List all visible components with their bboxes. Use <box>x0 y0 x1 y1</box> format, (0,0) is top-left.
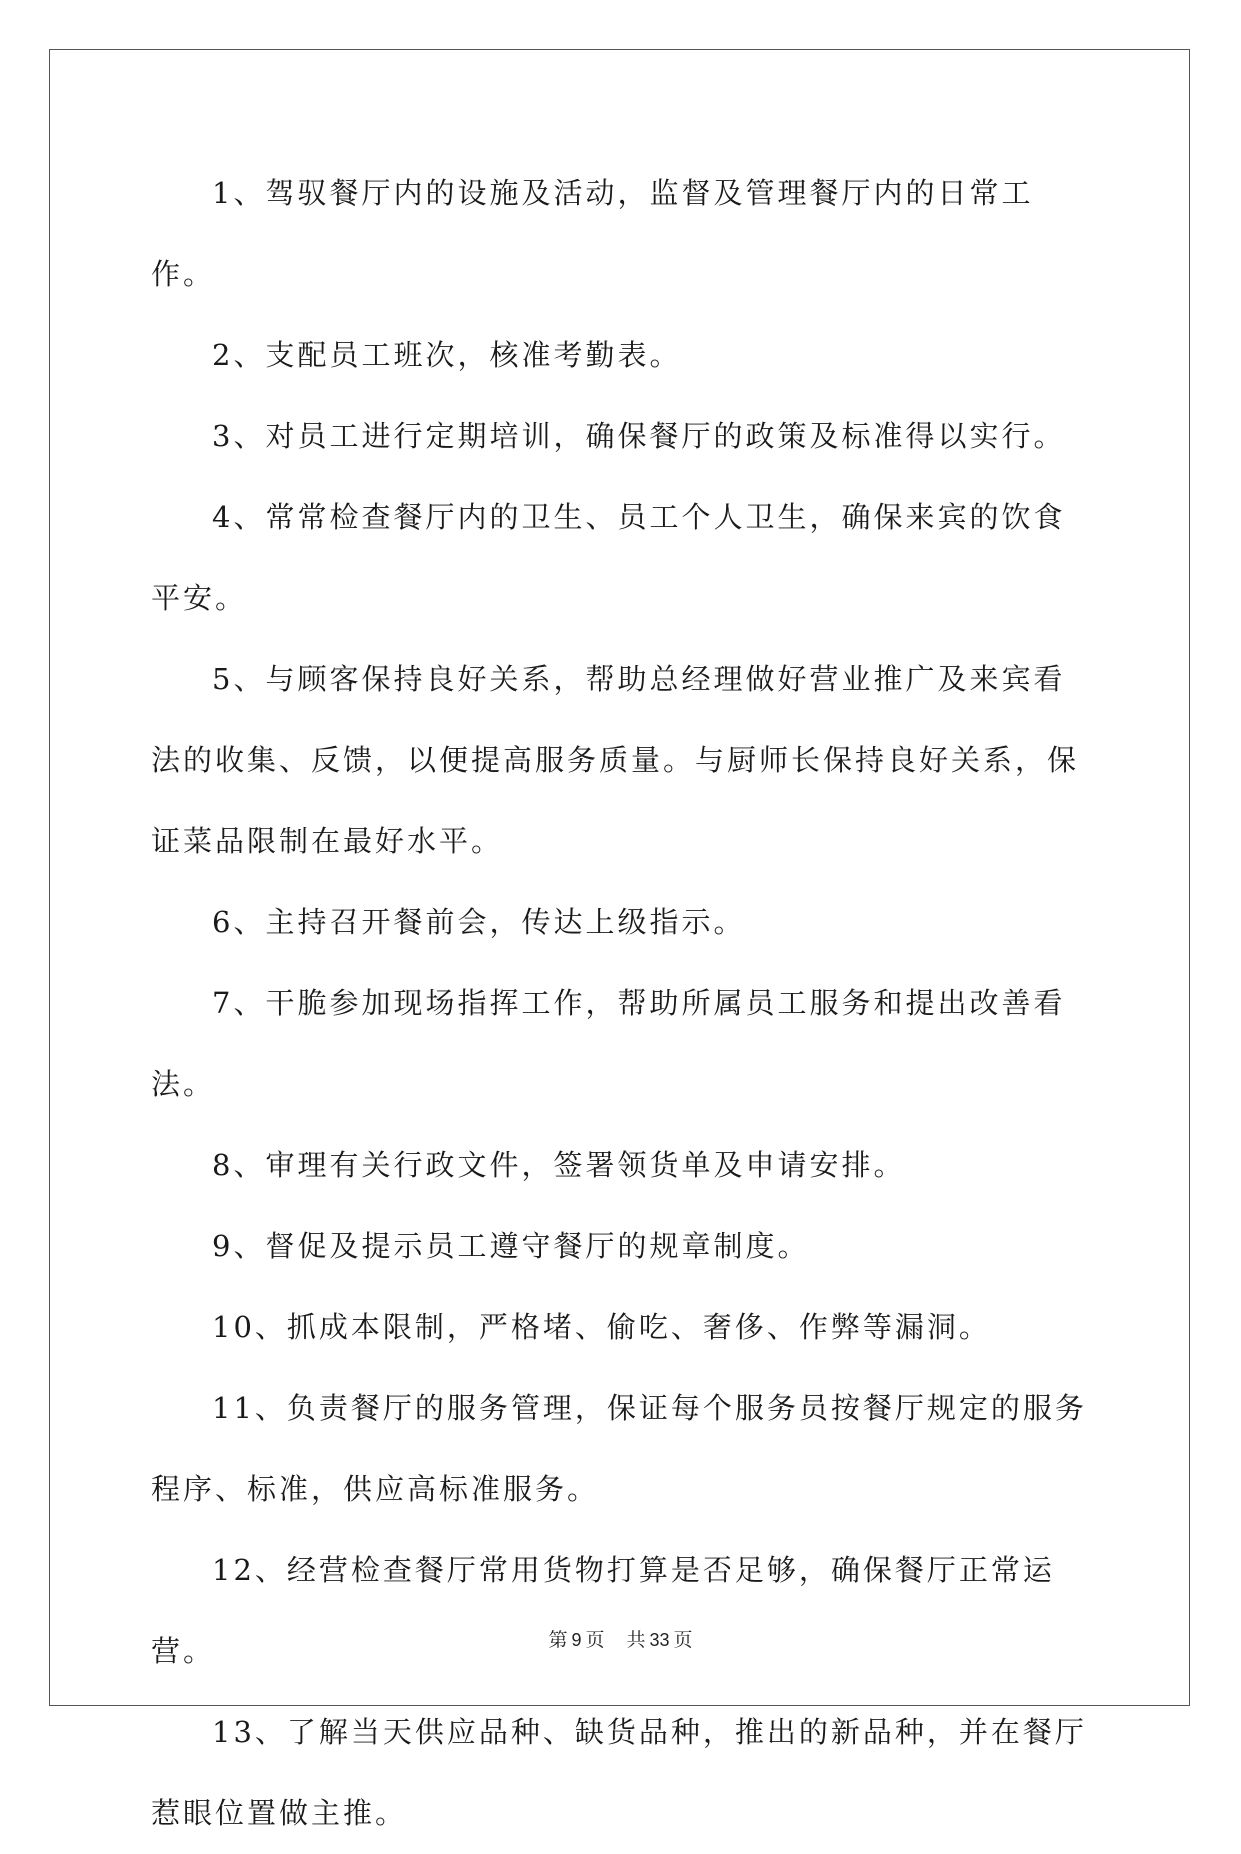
paragraph-13: 13、了解当天供应品种、缺货品种，推出的新品种，并在餐厅惹眼位置做主推。 <box>151 1715 1087 1830</box>
paragraph-2: 2、支配员工班次，核准考勤表。 <box>212 338 682 372</box>
page-number: 9 <box>571 1630 582 1650</box>
paragraph-8: 8、审理有关行政文件，签署领货单及申请安排。 <box>212 1148 906 1182</box>
paragraph-1: 1、驾驭餐厅内的设施及活动，监督及管理餐厅内的日常工作。 <box>151 176 1034 291</box>
paragraph-11: 11、负责餐厅的服务管理，保证每个服务员按餐厅规定的服务程序、标准，供应高标准服务。 <box>151 1391 1087 1506</box>
paragraph-10: 10、抓成本限制，严格堵、偷吃、奢侈、作弊等漏洞。 <box>212 1310 991 1344</box>
paragraph-6: 6、主持召开餐前会，传达上级指示。 <box>212 905 746 939</box>
total-suffix: 页 <box>673 1630 693 1651</box>
total-prefix: 共 <box>626 1630 646 1651</box>
paragraph-3: 3、对员工进行定期培训，确保餐厅的政策及标准得以实行。 <box>212 419 1066 453</box>
paragraph-12: 12、经营检查餐厅常用货物打算是否足够，确保餐厅正常运营。 <box>151 1553 1055 1668</box>
page-suffix: 页 <box>585 1630 605 1651</box>
document-body <box>151 153 1096 1854</box>
paragraph-5: 5、与顾客保持良好关系，帮助总经理做好营业推广及来宾看法的收集、反馈，以便提高服务质量。与厨师长保持良好关系，保证菜品限制在最好水平。 <box>151 662 1080 858</box>
total-pages: 33 <box>649 1630 670 1650</box>
page-footer <box>0 1625 1241 1652</box>
page-prefix: 第 <box>548 1630 568 1651</box>
paragraph-9: 9、督促及提示员工遵守餐厅的规章制度。 <box>212 1229 810 1263</box>
paragraph-4: 4、常常检查餐厅内的卫生、员工个人卫生，确保来宾的饮食平安。 <box>151 500 1066 615</box>
paragraph-7: 7、干脆参加现场指挥工作，帮助所属员工服务和提出改善看法。 <box>151 986 1066 1101</box>
